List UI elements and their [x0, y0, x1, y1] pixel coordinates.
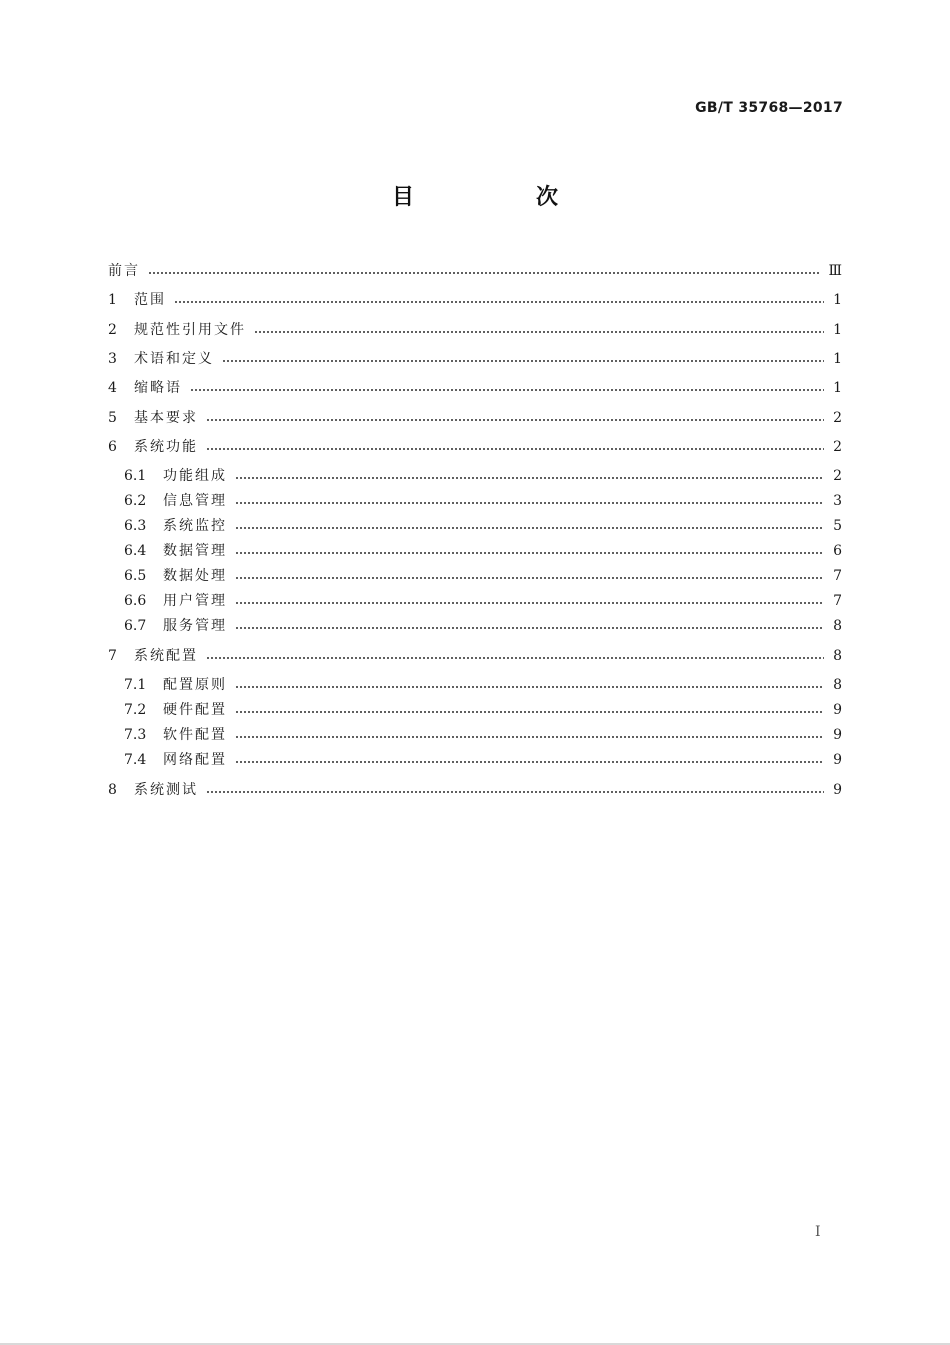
toc-entry-number: 3 — [108, 351, 117, 367]
toc-entry-label: 用户管理 — [163, 593, 227, 609]
toc-entry-number: 7.2 — [124, 702, 147, 718]
toc-entry-7-3[interactable] — [124, 725, 842, 745]
dot-leader — [254, 331, 824, 333]
dot-leader — [206, 791, 824, 793]
toc-entry-2[interactable] — [108, 320, 842, 340]
toc-entry-number: 6.6 — [124, 593, 147, 609]
toc-page-ref: 3 — [833, 493, 842, 509]
toc-entry-label: 网络配置 — [163, 752, 227, 768]
toc-entry-6-7[interactable] — [124, 616, 842, 636]
toc-entry-number: 6.5 — [124, 568, 147, 584]
toc-entry-7-2[interactable] — [124, 700, 842, 720]
toc-entry-label: 系统配置 — [134, 648, 198, 664]
dot-leader — [235, 736, 824, 738]
toc-page-ref: 8 — [833, 648, 842, 664]
toc-entry-number: 6.1 — [124, 468, 147, 484]
toc-page-ref: 8 — [833, 618, 842, 634]
toc-entry-7-1[interactable] — [124, 675, 842, 695]
toc-page-ref: 7 — [833, 568, 842, 584]
toc-entry-label: 服务管理 — [163, 618, 227, 634]
toc-entry-label: 术语和定义 — [134, 351, 214, 367]
toc-entry-number: 7.3 — [124, 727, 147, 743]
toc-entry-6-4[interactable] — [124, 541, 842, 561]
toc-page-ref: 2 — [833, 468, 842, 484]
dot-leader — [148, 272, 820, 274]
toc-entry-number: 7.4 — [124, 752, 147, 768]
standard-code: GB/T 35768—2017 — [695, 100, 843, 116]
dot-leader — [235, 527, 824, 529]
toc-page-ref: 1 — [833, 380, 842, 396]
toc-entry-7-4[interactable] — [124, 750, 842, 770]
toc-entry-number: 4 — [108, 380, 117, 396]
dot-leader — [235, 627, 824, 629]
toc-entry-3[interactable] — [108, 349, 842, 369]
dot-leader — [235, 686, 824, 688]
toc-page-ref: 1 — [833, 322, 842, 338]
toc-page-ref: 1 — [833, 292, 842, 308]
toc-page-ref: 9 — [833, 727, 842, 743]
toc-page-ref: Ⅲ — [828, 263, 842, 279]
toc-entry-number: 6 — [108, 439, 117, 455]
toc-page-ref: 9 — [833, 782, 842, 798]
toc-entry-number: 2 — [108, 322, 117, 338]
toc-entry-6-1[interactable] — [124, 466, 842, 486]
dot-leader — [174, 301, 824, 303]
dot-leader — [235, 552, 824, 554]
toc-page-ref: 6 — [833, 543, 842, 559]
toc-entry-6-3[interactable] — [124, 516, 842, 536]
toc-entry-label: 硬件配置 — [163, 702, 227, 718]
toc-entry-number: 7 — [108, 648, 117, 664]
toc-entry-label: 前言 — [108, 263, 140, 279]
toc-entry-label: 数据管理 — [163, 543, 227, 559]
toc-entry-number: 1 — [108, 292, 117, 308]
dot-leader — [206, 419, 824, 421]
toc-entry-number: 6.3 — [124, 518, 147, 534]
toc-entry-number: 8 — [108, 782, 117, 798]
toc-entry-label: 系统测试 — [134, 782, 198, 798]
toc-entry-label: 数据处理 — [163, 568, 227, 584]
toc-page-ref: 9 — [833, 752, 842, 768]
dot-leader — [235, 711, 824, 713]
dot-leader — [235, 477, 824, 479]
toc-page-ref: 1 — [833, 351, 842, 367]
toc-page-ref: 2 — [833, 410, 842, 426]
toc-entry-number: 6.4 — [124, 543, 147, 559]
page-number: I — [815, 1224, 821, 1240]
toc-entry-4[interactable] — [108, 378, 842, 398]
toc-entry-6[interactable] — [108, 437, 842, 457]
toc-entry-5[interactable] — [108, 408, 842, 428]
toc-entry-6-2[interactable] — [124, 491, 842, 511]
dot-leader — [206, 657, 824, 659]
dot-leader — [190, 389, 824, 391]
toc-entry-label: 配置原则 — [163, 677, 227, 693]
dot-leader — [222, 360, 824, 362]
toc-entry-number: 5 — [108, 410, 117, 426]
dot-leader — [206, 448, 824, 450]
toc-entry-number: 7.1 — [124, 677, 147, 693]
dot-leader — [235, 602, 824, 604]
toc-entry-label: 缩略语 — [134, 380, 182, 396]
toc-entry-7[interactable] — [108, 646, 842, 666]
toc-entry-6-5[interactable] — [124, 566, 842, 586]
toc-entry-number: 6.7 — [124, 618, 147, 634]
dot-leader — [235, 502, 824, 504]
dot-leader — [235, 577, 824, 579]
toc-entry-label: 规范性引用文件 — [134, 322, 246, 338]
toc-page-ref: 2 — [833, 439, 842, 455]
toc-entry-label: 范围 — [134, 292, 166, 308]
toc-page-ref: 7 — [833, 593, 842, 609]
toc-page-ref: 8 — [833, 677, 842, 693]
page-title: 目 次 — [391, 185, 608, 210]
toc-entry-label: 信息管理 — [163, 493, 227, 509]
toc-page-ref: 5 — [833, 518, 842, 534]
toc-entry-number: 6.2 — [124, 493, 147, 509]
toc-entry-label: 系统功能 — [134, 439, 198, 455]
toc-entry-foreword[interactable] — [108, 261, 842, 281]
toc-entry-label: 软件配置 — [163, 727, 227, 743]
toc-entry-8[interactable] — [108, 780, 842, 800]
toc-page-ref: 9 — [833, 702, 842, 718]
toc-entry-label: 功能组成 — [163, 468, 227, 484]
toc-entry-1[interactable] — [108, 290, 842, 310]
toc-entry-6-6[interactable] — [124, 591, 842, 611]
toc-entry-label: 基本要求 — [134, 410, 198, 426]
dot-leader — [235, 761, 824, 763]
toc-entry-label: 系统监控 — [163, 518, 227, 534]
